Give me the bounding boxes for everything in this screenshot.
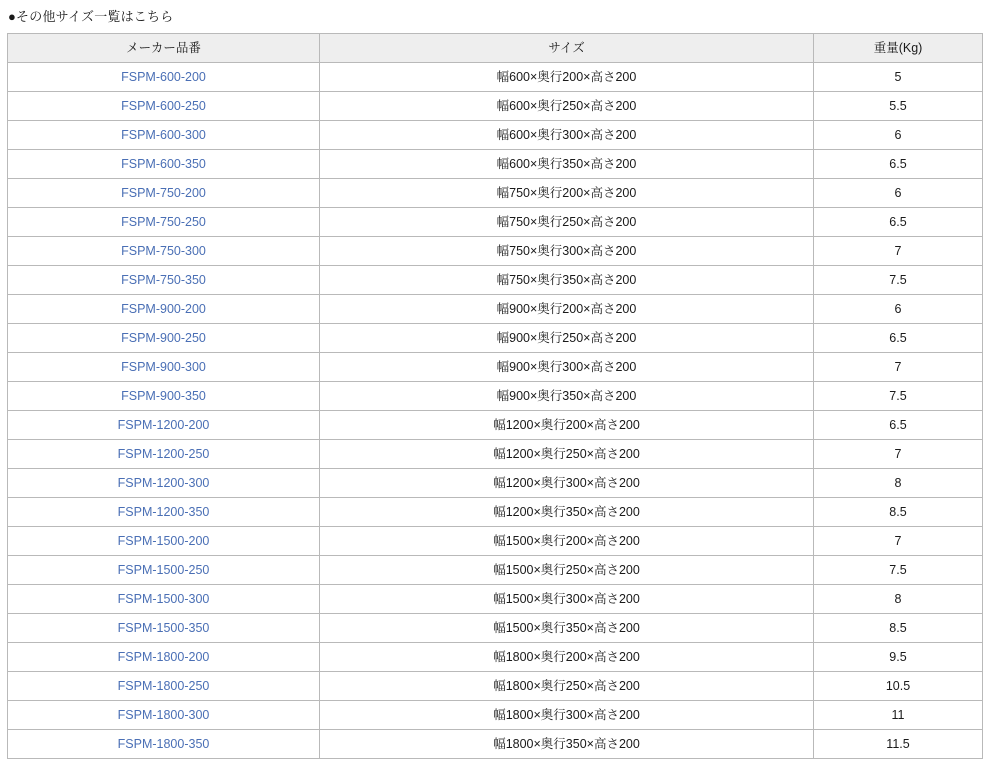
cell-weight: 7.5 — [814, 381, 983, 410]
cell-weight: 7.5 — [814, 555, 983, 584]
cell-model[interactable]: FSPM-1200-300 — [8, 468, 320, 497]
cell-weight: 7.5 — [814, 265, 983, 294]
cell-size: 幅750×奥行350×高さ200 — [320, 265, 814, 294]
cell-weight: 8 — [814, 468, 983, 497]
cell-size: 幅1800×奥行250×高さ200 — [320, 671, 814, 700]
table-row — [8, 555, 983, 584]
cell-size: 幅600×奥行300×高さ200 — [320, 120, 814, 149]
table-row — [8, 120, 983, 149]
cell-size: 幅1500×奥行200×高さ200 — [320, 526, 814, 555]
cell-weight: 5 — [814, 62, 983, 91]
cell-size: 幅600×奥行250×高さ200 — [320, 91, 814, 120]
table-row — [8, 613, 983, 642]
table-row — [8, 178, 983, 207]
cell-model[interactable]: FSPM-1800-250 — [8, 671, 320, 700]
cell-model[interactable]: FSPM-1200-350 — [8, 497, 320, 526]
cell-size: 幅600×奥行200×高さ200 — [320, 62, 814, 91]
cell-size: 幅1800×奥行300×高さ200 — [320, 700, 814, 729]
cell-model[interactable]: FSPM-600-300 — [8, 120, 320, 149]
cell-model[interactable]: FSPM-900-300 — [8, 352, 320, 381]
cell-weight: 7 — [814, 439, 983, 468]
cell-weight: 6 — [814, 120, 983, 149]
table-row — [8, 323, 983, 352]
table-row — [8, 352, 983, 381]
cell-model[interactable]: FSPM-1200-200 — [8, 410, 320, 439]
cell-size: 幅1200×奥行350×高さ200 — [320, 497, 814, 526]
cell-model[interactable]: FSPM-1800-300 — [8, 700, 320, 729]
cell-weight: 6 — [814, 294, 983, 323]
column-header-model: メーカー品番 — [8, 33, 320, 62]
table-row — [8, 729, 983, 758]
table-row — [8, 91, 983, 120]
section-heading: ●その他サイズ一覧はこちら — [8, 9, 174, 24]
cell-model[interactable]: FSPM-1500-200 — [8, 526, 320, 555]
cell-size: 幅750×奥行200×高さ200 — [320, 178, 814, 207]
column-header-weight: 重量(Kg) — [814, 33, 983, 62]
cell-weight: 11 — [814, 700, 983, 729]
cell-size: 幅1500×奥行350×高さ200 — [320, 613, 814, 642]
cell-size: 幅1800×奥行200×高さ200 — [320, 642, 814, 671]
cell-size: 幅900×奥行300×高さ200 — [320, 352, 814, 381]
cell-size: 幅1200×奥行250×高さ200 — [320, 439, 814, 468]
cell-size: 幅600×奥行350×高さ200 — [320, 149, 814, 178]
table-row — [8, 642, 983, 671]
table-row — [8, 381, 983, 410]
cell-model[interactable]: FSPM-600-250 — [8, 91, 320, 120]
cell-weight: 6.5 — [814, 323, 983, 352]
cell-model[interactable]: FSPM-1800-350 — [8, 729, 320, 758]
size-list-table — [7, 33, 983, 759]
table-row — [8, 439, 983, 468]
column-header-size: サイズ — [320, 33, 814, 62]
table-row — [8, 700, 983, 729]
table-header-row — [8, 33, 983, 62]
cell-size: 幅750×奥行300×高さ200 — [320, 236, 814, 265]
cell-weight: 8.5 — [814, 497, 983, 526]
cell-weight: 6 — [814, 178, 983, 207]
cell-weight: 11.5 — [814, 729, 983, 758]
cell-weight: 7 — [814, 352, 983, 381]
cell-size: 幅1800×奥行350×高さ200 — [320, 729, 814, 758]
cell-weight: 8 — [814, 584, 983, 613]
cell-weight: 7 — [814, 236, 983, 265]
table-row — [8, 207, 983, 236]
cell-weight: 9.5 — [814, 642, 983, 671]
table-row — [8, 468, 983, 497]
table-row — [8, 294, 983, 323]
cell-model[interactable]: FSPM-750-250 — [8, 207, 320, 236]
cell-model[interactable]: FSPM-1500-300 — [8, 584, 320, 613]
cell-model[interactable]: FSPM-750-200 — [8, 178, 320, 207]
cell-model[interactable]: FSPM-900-200 — [8, 294, 320, 323]
cell-model[interactable]: FSPM-600-350 — [8, 149, 320, 178]
table-row — [8, 62, 983, 91]
cell-weight: 10.5 — [814, 671, 983, 700]
cell-size: 幅1200×奥行300×高さ200 — [320, 468, 814, 497]
table-row — [8, 410, 983, 439]
cell-weight: 5.5 — [814, 91, 983, 120]
cell-weight: 7 — [814, 526, 983, 555]
cell-model[interactable]: FSPM-1500-250 — [8, 555, 320, 584]
table-row — [8, 584, 983, 613]
table-body — [8, 62, 983, 758]
cell-size: 幅900×奥行350×高さ200 — [320, 381, 814, 410]
cell-weight: 6.5 — [814, 149, 983, 178]
cell-model[interactable]: FSPM-1200-250 — [8, 439, 320, 468]
cell-weight: 8.5 — [814, 613, 983, 642]
table-row — [8, 236, 983, 265]
table-row — [8, 671, 983, 700]
cell-model[interactable]: FSPM-1800-200 — [8, 642, 320, 671]
cell-model[interactable]: FSPM-750-350 — [8, 265, 320, 294]
cell-weight: 6.5 — [814, 410, 983, 439]
table-row — [8, 265, 983, 294]
cell-model[interactable]: FSPM-1500-350 — [8, 613, 320, 642]
cell-size: 幅900×奥行250×高さ200 — [320, 323, 814, 352]
table-row — [8, 149, 983, 178]
table-header — [8, 33, 983, 62]
cell-size: 幅1200×奥行200×高さ200 — [320, 410, 814, 439]
cell-model[interactable]: FSPM-900-350 — [8, 381, 320, 410]
cell-size: 幅1500×奥行300×高さ200 — [320, 584, 814, 613]
cell-size: 幅900×奥行200×高さ200 — [320, 294, 814, 323]
table-row — [8, 526, 983, 555]
cell-model[interactable]: FSPM-900-250 — [8, 323, 320, 352]
cell-model[interactable]: FSPM-600-200 — [8, 62, 320, 91]
cell-size: 幅750×奥行250×高さ200 — [320, 207, 814, 236]
cell-weight: 6.5 — [814, 207, 983, 236]
cell-model[interactable]: FSPM-750-300 — [8, 236, 320, 265]
cell-size: 幅1500×奥行250×高さ200 — [320, 555, 814, 584]
table-row — [8, 497, 983, 526]
